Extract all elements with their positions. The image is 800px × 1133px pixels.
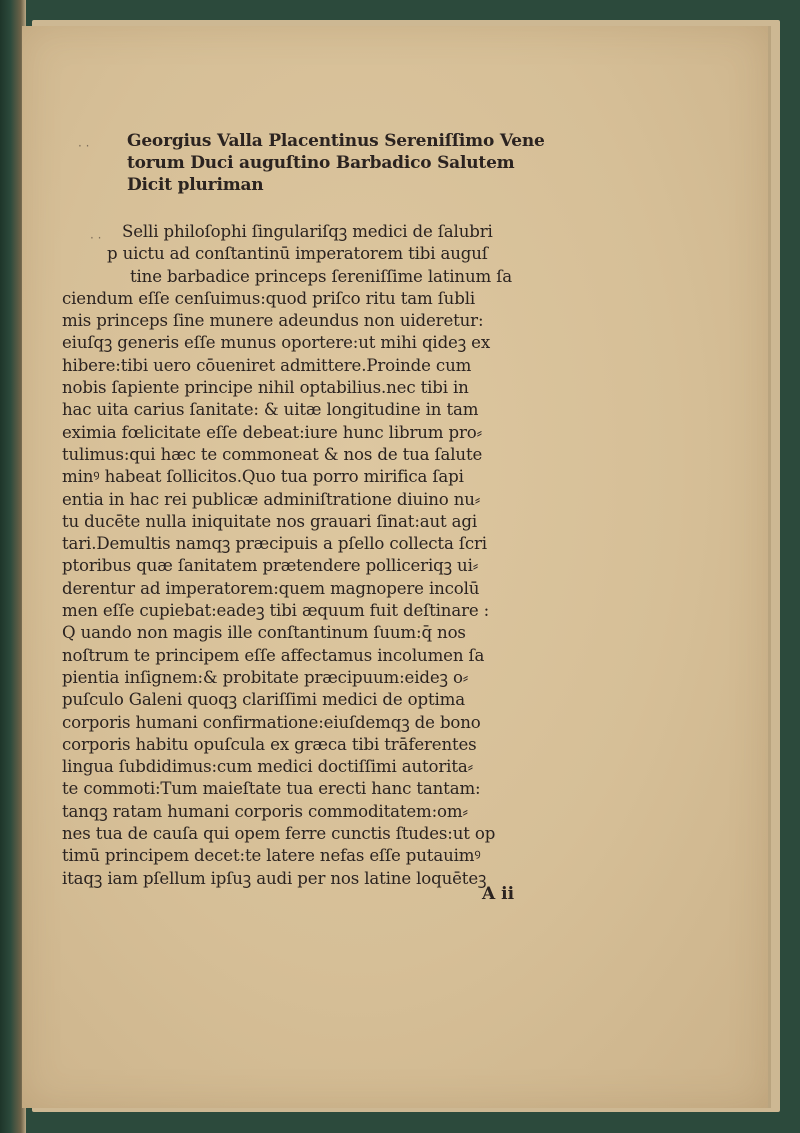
text-line: entia in hac rei publicæ adminiſtratione diuino nu⸗	[62, 489, 481, 509]
text-line: p uictu ad conſtantinū imperatorem tibi auguſ	[107, 244, 488, 264]
text-line: te commoti:Tum maieſtate tua erecti hanc tantam:	[62, 779, 481, 799]
text-line: tine barbadice princeps ſereniſſime latinum ſa	[130, 266, 512, 286]
text-line: tulimus:qui hæc te commoneat & nos de tua ſalute	[62, 444, 483, 464]
text-line: hibere:tibi uero cōueniret admittere.Proinde cum	[62, 355, 472, 375]
text-line: Selli philoſophi ſingulariſqꝫ medici de ſalubri	[122, 222, 493, 241]
text-line: eiuſqꝫ generis eſſe munus oportere:ut mihi qideꝫ ex	[62, 333, 491, 353]
text-line: nes tua de cauſa qui opem ferre cunctis ſtudes:ut op	[62, 824, 496, 844]
dedication-body	[62, 221, 552, 890]
text-line: tanqꝫ ratam humani corporis commoditatem:om⸗	[62, 801, 468, 821]
text-line: ciendum eſſe cenſuimus:quod priſco ritu tam ſubli	[62, 288, 476, 308]
text-line: noſtrum te principem eſſe affectamus incolumen ſa	[62, 645, 485, 665]
text-line: nobis ſapiente principe nihil optabilius.nec tibi in	[62, 378, 469, 398]
text-line: mis princeps ſine munere adeundus non uideretur:	[62, 311, 484, 331]
text-line: eximia fœlicitate eſſe debeat:iure hunc librum pro⸗	[62, 422, 482, 442]
text-line: lingua ſubdidimus:cum medici doctiſſimi autorita⸗	[62, 757, 473, 777]
text-line: itaqꝫ iam pſellum ipſuꝫ audi per nos latine loquēteꝫ	[62, 868, 487, 888]
text-line: hac uita carius ſanitate: & uitæ longitudine in tam	[62, 400, 479, 420]
text-line: timū principem decet:te latere nefas eſſe putauimꝰ	[62, 846, 481, 866]
text-line: corporis humani confirmatione:eiuſdemqꝫ de bono	[62, 712, 481, 732]
text-line: puſculo Galeni quoqꝫ clariſſimi medici de optima	[62, 690, 465, 710]
text-line: minꝰ habeat ſollicitos.Quo tua porro mirifica ſapi	[62, 467, 464, 487]
heading-line: Georgius Valla Placentinus Sereniſſimo Vene	[127, 131, 545, 151]
text-line: pientia inſignem:& probitate præcipuum:eideꝫ o⸗	[62, 667, 469, 687]
text-line: men eſſe cupiebat:eadeꝫ tibi æquum fuit deſtinare :	[62, 601, 490, 621]
text-line: derentur ad imperatorem:quem magnopere incolū	[62, 578, 480, 598]
heading-line: torum Duci auguſtino Barbadico Salutem	[127, 153, 515, 173]
text-line: corporis habitu opuſcula ex græca tibi trāferentes	[62, 734, 477, 754]
text-line: ptoribus quæ ſanitatem prætendere polliceriqꝫ ui⸗	[62, 556, 479, 576]
marginal-mark: · ·	[78, 139, 90, 153]
signature-mark: A ii	[482, 884, 515, 904]
book-page	[22, 26, 771, 1108]
page-text-block	[22, 26, 768, 1108]
text-line: Q uando non magis ille conſtantinum ſuum:q̄ nos	[62, 623, 466, 643]
text-line: tari.Demultis namqꝫ præcipuis a pſello collecta ſcri	[62, 534, 487, 554]
marginal-mark: · ·	[90, 231, 102, 245]
dedication-heading	[127, 130, 567, 196]
text-line: tu ducēte nulla iniquitate nos grauari ſinat:aut agi	[62, 511, 478, 531]
heading-line: Dicit pluriman	[127, 175, 264, 195]
